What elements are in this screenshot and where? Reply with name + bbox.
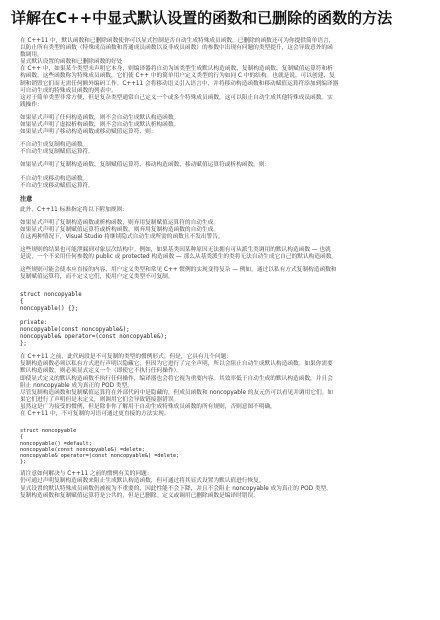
text-line: 显式设置的默认特殊成员函数仍被视为不重要的，因此性能不会下降，并且不会阻止 noncopyable 成为真正的 POD 类型。 [20,485,332,492]
text-line: 在 C++11 之前，此代码段是不可复制的类型的惯例形式。但是，它具有几个问题： [20,354,233,361]
code-line: private: [20,319,48,326]
code-line: }; [20,459,27,466]
text-line: 这些规则可能会使本应直接的内容、用户定义类型和常见 C++ 惯例的实现变得复杂 — 例如，通过以私有方式复制构造函数和 [20,267,337,274]
text-line: 虽然这是广为接受的惯例，但是除非你了解用于自动生成特殊成员函数的所有规则，否则意图不明确。 [20,403,276,410]
text-line: 复制赋值运算符，而不定义它们，使用户定义类型不可复制。 [20,274,174,281]
text-line: 复制构造函数必须以私有方式进行声明以隐藏它，但因为它进行了完全声明，所以会阻止自动生成默认构造函数。如果你需要 [20,361,333,368]
list-item: 如果显式声明了复制赋值运算符或析构函数，则弃用复制构造函数的自动生成。 [20,226,220,233]
text-line: 在 C++11 中，默认函数和已删除函数使你可以显式控制是否自动生成特殊成员函数。已删除的函数还可为你提供简单语言， [20,38,335,44]
text-line: 如果显式声明了复制构造函数、复制赋值运算符、移动构造函数、移动赋值运算符或析构函数，则： [20,162,271,169]
code-line: { [20,298,24,305]
text-line: 即使显式定义的默认构造函数不执行任何操作，编译器也会将它视为重要内容。其效率低于自动生成的默认构造函数，并且会 [20,375,333,382]
list-item: 不自动生成复制赋值运算符。 [20,149,94,156]
code-line: { [20,434,24,441]
paragraph [20,247,424,261]
text-line: 此外，C++11 标准指定将以下附加规则： [20,206,128,213]
rule-list-3 [20,176,424,190]
page-title: 详解在C++中显式默认设置的函数和已删除的函数的方法 [11,9,393,27]
text-line: 请注意如何解决与 C++11 之前的惯例有关的问题： [20,471,153,478]
text-line: 践操作： [20,101,43,108]
rule-list-1 [20,115,424,136]
note-heading: 注意 [20,195,33,203]
code-line [20,313,424,320]
paragraph [20,267,424,281]
paragraph [20,354,424,418]
article-body [20,38,424,500]
text-line: 这对于简单类型非常方便，但是复杂类型通常自己定义一个或多个特殊成员函数，这可以阻止自动生成其他特殊成员函数。实 [20,94,333,101]
rule-list-2 [20,142,424,156]
code-line: noncopyable(const noncopyable&); [20,327,130,333]
text-line: 数调用。 [20,52,43,59]
list-item: 不自动生成复制构造函数。 [20,142,89,149]
text-line: 复制构造函数和复制赋值运算符是公共的，但是已删除。定义或调用已删除函数是编译时错误。 [20,492,259,499]
list-item: 如果显式声明了移动构造函数或移动赋值运算符，则： [20,129,157,136]
list-item: 不自动生成移动构造函数。 [20,175,89,182]
list-item: 在这两种情况下，Visual Studio 将继续隐式自动生成所需的函数且不发出警告。 [20,234,224,241]
text-line: 可自动生成的特殊成员函数的列表中。 [20,87,117,94]
code-block-2 [20,428,424,465]
code-line: noncopyable& operator=(const noncopyable&) =delete; [20,452,180,459]
code-line: noncopyable() {}; [20,305,79,312]
code-line: noncopyable(const noncopyable&) =delete; [20,446,145,453]
section-heading: 显式默认设置的函数和已删除函数的好处 [20,59,123,66]
text-line: 尽管复制构造函数和复制赋值运算符在外部代码中是隐藏的，但成员函数和 noncopyable 的友元仍可以看见并调用它们。如 [20,389,334,396]
rule-list-4 [20,220,424,241]
intro-section [20,38,424,109]
code-line: struct noncopyable [20,291,82,298]
paragraph [20,471,424,499]
code-line: noncopyable() =default; [20,440,92,447]
text-line: 这些规则的结果也可能泄漏到对象层次结构中。例如，如果基类因某种原因无法拥有可从派生类调用的默认构造函数 — 也就 [20,247,331,254]
text-line: 果它们进行了声明但是未定义，则调用它们会导致链接器错误。 [20,396,180,403]
text-line: 阻止 noncopyable 成为真正的 POD 类型。 [20,382,133,389]
code-line: noncopyable& operator=(const noncopyable&); [20,334,168,341]
text-line: 制和销毁它们而无需任何额外编码工作。C++11 会将移动语义引入语言中，并将移动构造函数和移动赋值运算符添加到编译器 [20,80,339,87]
list-item: 如果显式声明了任何构造函数，则不会自动生成默认构造函数。 [20,114,180,121]
text-line: 构函数。这些函数称为特殊成员函数，它们使 C++ 中的简单用户定义类型的行为如同 C 中的结构。也就是说，可以创建、复 [20,73,335,80]
text-line: 以防止所有类型的函数（特殊成员函数和普通成员函数以及非成员函数）的参数中出现有问题的类型提升，这会导致意外的函 [20,45,333,52]
text-line: 仍可通过声明复制构造函数来阻止生成默认构造函数，但可通过将其显式设置为默认值进行恢复。 [20,478,265,485]
list-item: 不自动生成移动赋值运算符。 [20,182,94,189]
code-line: struct noncopyable [20,428,77,435]
code-block-1 [20,292,424,349]
list-item: 如果显式声明了虚拟析构函数，则不会自动生成默认析构函数。 [20,122,180,129]
code-line: }; [20,341,27,348]
text-line: 在 C++11 中，不可复制的习语可通过更直接的方法实现。 [20,411,170,418]
text-line: 是说，一个不采用任何参数的 public 或 protected 构造函数 — 那么从基类派生的类将无法自动生成它自己的默认构造函数。 [20,254,338,261]
text-line: 默认构造函数，则必须显式定义一个（即使它不执行任何操作）。 [20,368,183,375]
list-item: 如果显式声明了复制构造函数或析构函数，则弃用复制赋值运算符的自动生成。 [20,219,220,226]
text-line: 在 C++ 中，如果某个类型未声明它本身，则编译器将自动为该类型生成默认构造函数、复制构造函数、复制赋值运算符和析 [20,66,333,73]
